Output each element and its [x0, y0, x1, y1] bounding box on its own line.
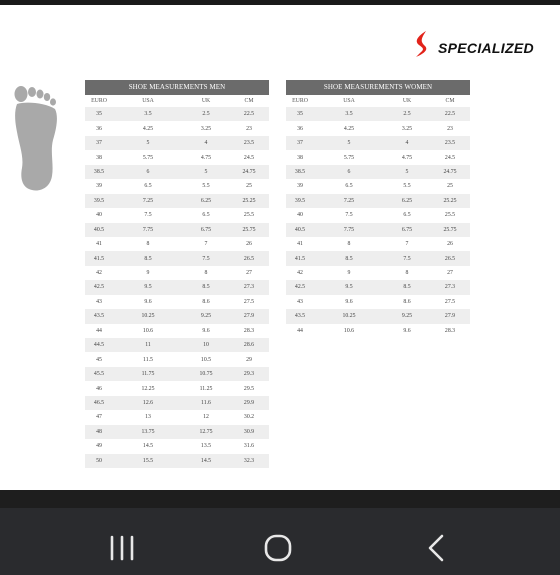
cell-usa: 9 [113, 266, 183, 280]
cell-cm: 30.2 [229, 410, 269, 424]
women-table-row [286, 237, 470, 251]
men-table-row [85, 165, 269, 179]
women-table-row [286, 208, 470, 222]
cell-euro: 44 [286, 324, 314, 338]
women-table-row [286, 251, 470, 265]
cell-uk: 8.6 [384, 295, 430, 309]
cell-uk: 7 [384, 237, 430, 251]
cell-uk: 5 [384, 165, 430, 179]
cell-uk: 2.5 [183, 107, 229, 121]
cell-uk: 11.25 [183, 381, 229, 395]
column-header-euro: EURO [292, 98, 308, 104]
specialized-s-logo-icon [410, 30, 436, 62]
men-table-row [85, 454, 269, 468]
cell-uk: 13.5 [183, 439, 229, 453]
women-table-row [286, 136, 470, 150]
cell-euro: 48 [85, 425, 113, 439]
men-table-row [85, 266, 269, 280]
men-table-row [85, 280, 269, 294]
cell-euro: 45.5 [85, 367, 113, 381]
cell-euro: 43 [286, 295, 314, 309]
cell-usa: 9.5 [113, 280, 183, 294]
cell-usa: 13.75 [113, 425, 183, 439]
cell-cm: 26 [229, 237, 269, 251]
men-table-row [85, 381, 269, 395]
men-table-row [85, 367, 269, 381]
cell-cm: 27.9 [430, 309, 470, 323]
specialized-logo [410, 30, 550, 62]
cell-euro: 46 [85, 381, 113, 395]
cell-cm: 27.9 [229, 309, 269, 323]
cell-cm: 26.5 [430, 251, 470, 265]
cell-uk: 3.25 [384, 121, 430, 135]
women-table-grid [286, 95, 470, 338]
cell-uk: 3.25 [183, 121, 229, 135]
cell-euro: 50 [85, 454, 113, 468]
cell-cm: 27 [229, 266, 269, 280]
cell-uk: 8 [384, 266, 430, 280]
cell-usa: 11 [113, 338, 183, 352]
cell-usa: 10.25 [113, 309, 183, 323]
women-table-title: SHOE MEASUREMENTS WOMEN [286, 80, 470, 95]
cell-cm: 25.25 [229, 194, 269, 208]
cell-uk: 4.75 [183, 150, 229, 164]
cell-euro: 39 [286, 179, 314, 193]
men-table-body [85, 107, 269, 468]
cell-usa: 10.6 [113, 324, 183, 338]
brand-wordmark: SPECIALIZED [438, 40, 534, 56]
women-table-row [286, 309, 470, 323]
cell-euro: 37 [286, 136, 314, 150]
men-table-grid [85, 95, 269, 468]
cell-euro: 42 [286, 266, 314, 280]
cell-cm: 23 [430, 121, 470, 135]
cell-cm: 27.5 [229, 295, 269, 309]
cell-usa: 7.25 [314, 194, 384, 208]
cell-uk: 10 [183, 338, 229, 352]
cell-usa: 6 [113, 165, 183, 179]
cell-euro: 44.5 [85, 338, 113, 352]
women-table-row [286, 107, 470, 121]
column-header-usa: USA [142, 98, 154, 104]
cell-cm: 25.75 [229, 223, 269, 237]
cell-usa: 6 [314, 165, 384, 179]
navigation-bar [0, 508, 560, 575]
column-header-uk: UK [402, 98, 412, 104]
cell-uk: 2.5 [384, 107, 430, 121]
cell-uk: 4 [384, 136, 430, 150]
cell-euro: 41.5 [85, 251, 113, 265]
cell-cm: 25.75 [430, 223, 470, 237]
column-header-cm: CM [244, 98, 254, 104]
foot-silhouette-icon [12, 84, 64, 192]
men-table-row [85, 439, 269, 453]
men-table-row [85, 237, 269, 251]
cell-euro: 39.5 [85, 194, 113, 208]
cell-usa: 9.6 [113, 295, 183, 309]
cell-uk: 8.5 [183, 280, 229, 294]
home-icon [256, 530, 300, 566]
cell-cm: 24.5 [430, 150, 470, 164]
cell-euro: 42.5 [286, 280, 314, 294]
cell-usa: 8 [314, 237, 384, 251]
cell-euro: 43 [85, 295, 113, 309]
cell-euro: 41 [286, 237, 314, 251]
cell-usa: 10.6 [314, 324, 384, 338]
cell-usa: 3.5 [314, 107, 384, 121]
cell-usa: 10.25 [314, 309, 384, 323]
cell-uk: 7 [183, 237, 229, 251]
cell-cm: 29 [229, 352, 269, 366]
cell-uk: 5 [183, 165, 229, 179]
cell-uk: 8.5 [384, 280, 430, 294]
men-table-row [85, 338, 269, 352]
cell-cm: 25 [229, 179, 269, 193]
cell-cm: 30.9 [229, 425, 269, 439]
cell-uk: 14.5 [183, 454, 229, 468]
men-table-row [85, 223, 269, 237]
cell-usa: 9 [314, 266, 384, 280]
cell-euro: 42 [85, 266, 113, 280]
cell-uk: 5.5 [183, 179, 229, 193]
men-table-row [85, 107, 269, 121]
cell-cm: 23 [229, 121, 269, 135]
cell-uk: 8.6 [183, 295, 229, 309]
men-table-row [85, 208, 269, 222]
cell-euro: 41 [85, 237, 113, 251]
cell-euro: 38.5 [85, 165, 113, 179]
cell-usa: 9.5 [314, 280, 384, 294]
cell-euro: 46.5 [85, 396, 113, 410]
cell-euro: 37 [85, 136, 113, 150]
cell-uk: 9.6 [183, 324, 229, 338]
cell-euro: 35 [286, 107, 314, 121]
cell-euro: 36 [85, 121, 113, 135]
cell-usa: 8.5 [113, 251, 183, 265]
cell-usa: 4.25 [314, 121, 384, 135]
cell-usa: 13 [113, 410, 183, 424]
cell-usa: 7.75 [113, 223, 183, 237]
cell-uk: 6.25 [183, 194, 229, 208]
women-header-row [286, 95, 470, 107]
cell-euro: 39 [85, 179, 113, 193]
women-table-row [286, 165, 470, 179]
cell-uk: 5.5 [384, 179, 430, 193]
men-table-row [85, 150, 269, 164]
cell-cm: 26.5 [229, 251, 269, 265]
women-table-row [286, 295, 470, 309]
men-table-row [85, 136, 269, 150]
cell-cm: 31.6 [229, 439, 269, 453]
cell-euro: 40 [286, 208, 314, 222]
men-size-table [85, 80, 269, 468]
column-header-cm: CM [445, 98, 455, 104]
cell-euro: 40.5 [85, 223, 113, 237]
women-table-row [286, 223, 470, 237]
recent-apps-icon [100, 530, 144, 566]
cell-euro: 39.5 [286, 194, 314, 208]
men-table-row [85, 309, 269, 323]
cell-euro: 38 [286, 150, 314, 164]
cell-uk: 4.75 [384, 150, 430, 164]
cell-euro: 47 [85, 410, 113, 424]
cell-cm: 25 [430, 179, 470, 193]
men-table-row [85, 121, 269, 135]
cell-cm: 27.5 [430, 295, 470, 309]
men-table-row [85, 295, 269, 309]
cell-usa: 5.75 [113, 150, 183, 164]
cell-euro: 49 [85, 439, 113, 453]
women-table-row [286, 150, 470, 164]
recent-apps-button[interactable] [100, 530, 144, 566]
cell-uk: 6.5 [183, 208, 229, 222]
cell-usa: 3.5 [113, 107, 183, 121]
cell-uk: 9.25 [384, 309, 430, 323]
cell-usa: 11.75 [113, 367, 183, 381]
cell-uk: 7.5 [384, 251, 430, 265]
cell-usa: 4.25 [113, 121, 183, 135]
cell-cm: 25.5 [430, 208, 470, 222]
cell-euro: 40 [85, 208, 113, 222]
cell-usa: 6.5 [314, 179, 384, 193]
cell-usa: 5 [314, 136, 384, 150]
cell-usa: 8.5 [314, 251, 384, 265]
cell-cm: 29.9 [229, 396, 269, 410]
cell-euro: 38 [85, 150, 113, 164]
cell-euro: 44 [85, 324, 113, 338]
cell-euro: 38.5 [286, 165, 314, 179]
men-table-row [85, 179, 269, 193]
cell-euro: 43.5 [286, 309, 314, 323]
cell-usa: 7.5 [314, 208, 384, 222]
women-table-row [286, 194, 470, 208]
men-table-row [85, 194, 269, 208]
cell-cm: 29.5 [229, 381, 269, 395]
cell-uk: 12 [183, 410, 229, 424]
men-table-row [85, 251, 269, 265]
cell-usa: 12.25 [113, 381, 183, 395]
cell-usa: 8 [113, 237, 183, 251]
men-table-row [85, 396, 269, 410]
cell-usa: 9.6 [314, 295, 384, 309]
cell-uk: 9.25 [183, 309, 229, 323]
cell-usa: 5.75 [314, 150, 384, 164]
cell-cm: 24.5 [229, 150, 269, 164]
cell-uk: 8 [183, 266, 229, 280]
cell-euro: 41.5 [286, 251, 314, 265]
cell-uk: 6.5 [384, 208, 430, 222]
cell-uk: 10.75 [183, 367, 229, 381]
men-table-row [85, 425, 269, 439]
column-header-usa: USA [343, 98, 355, 104]
men-table-title: SHOE MEASUREMENTS MEN [85, 80, 269, 95]
cell-cm: 25.25 [430, 194, 470, 208]
back-button[interactable] [414, 530, 458, 566]
cell-uk: 4 [183, 136, 229, 150]
women-size-table [286, 80, 470, 338]
cell-uk: 12.75 [183, 425, 229, 439]
image-viewer-bottom-band [0, 490, 560, 510]
cell-cm: 23.5 [430, 136, 470, 150]
cell-cm: 27.3 [229, 280, 269, 294]
cell-euro: 40.5 [286, 223, 314, 237]
cell-usa: 7.75 [314, 223, 384, 237]
cell-euro: 36 [286, 121, 314, 135]
cell-cm: 28.3 [229, 324, 269, 338]
cell-cm: 23.5 [229, 136, 269, 150]
status-bar-strip [0, 0, 560, 5]
men-table-row [85, 410, 269, 424]
cell-cm: 28.3 [430, 324, 470, 338]
women-table-row [286, 280, 470, 294]
women-table-body [286, 107, 470, 338]
cell-euro: 43.5 [85, 309, 113, 323]
cell-cm: 22.5 [229, 107, 269, 121]
women-table-row [286, 324, 470, 338]
cell-cm: 22.5 [430, 107, 470, 121]
cell-cm: 27.3 [430, 280, 470, 294]
column-header-uk: UK [201, 98, 211, 104]
men-table-row [85, 352, 269, 366]
cell-cm: 32.3 [229, 454, 269, 468]
cell-usa: 15.5 [113, 454, 183, 468]
cell-cm: 28.6 [229, 338, 269, 352]
men-header-row [85, 95, 269, 107]
cell-usa: 7.5 [113, 208, 183, 222]
cell-uk: 6.75 [183, 223, 229, 237]
cell-uk: 6.75 [384, 223, 430, 237]
men-table-row [85, 324, 269, 338]
women-table-row [286, 121, 470, 135]
column-header-euro: EURO [91, 98, 107, 104]
cell-euro: 35 [85, 107, 113, 121]
cell-cm: 27 [430, 266, 470, 280]
cell-usa: 6.5 [113, 179, 183, 193]
cell-cm: 24.75 [229, 165, 269, 179]
cell-cm: 25.5 [229, 208, 269, 222]
cell-usa: 7.25 [113, 194, 183, 208]
cell-uk: 11.6 [183, 396, 229, 410]
cell-uk: 7.5 [183, 251, 229, 265]
cell-usa: 11.5 [113, 352, 183, 366]
cell-usa: 12.6 [113, 396, 183, 410]
cell-euro: 45 [85, 352, 113, 366]
cell-euro: 42.5 [85, 280, 113, 294]
cell-uk: 6.25 [384, 194, 430, 208]
women-table-row [286, 179, 470, 193]
home-button[interactable] [256, 530, 300, 566]
cell-uk: 10.5 [183, 352, 229, 366]
back-icon [414, 530, 458, 566]
women-table-row [286, 266, 470, 280]
cell-usa: 5 [113, 136, 183, 150]
cell-cm: 29.3 [229, 367, 269, 381]
cell-cm: 26 [430, 237, 470, 251]
cell-uk: 9.6 [384, 324, 430, 338]
cell-cm: 24.75 [430, 165, 470, 179]
cell-usa: 14.5 [113, 439, 183, 453]
